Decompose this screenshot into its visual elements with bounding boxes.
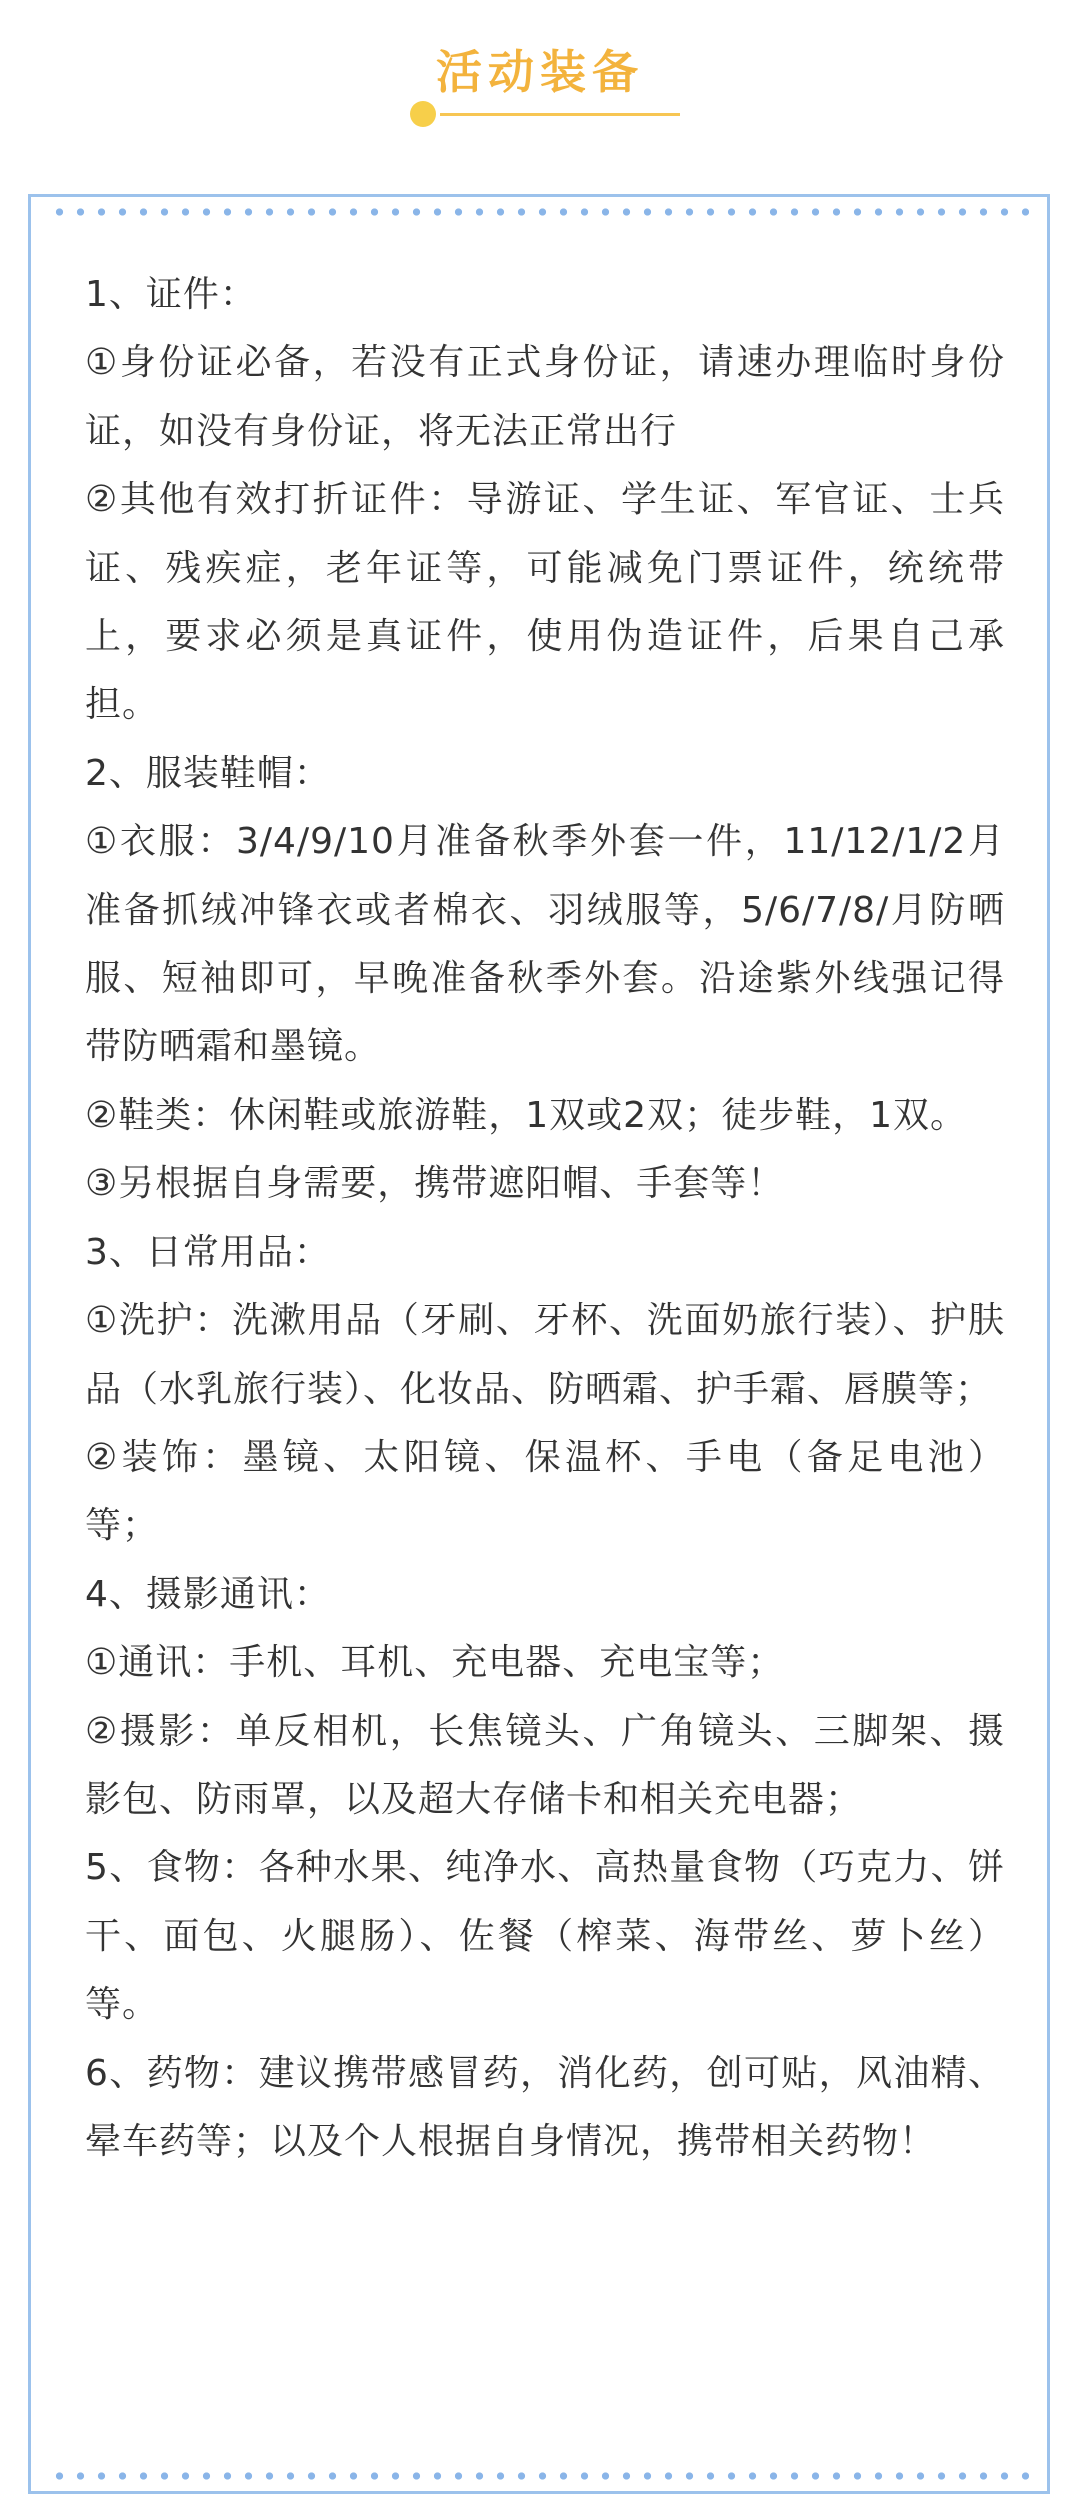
paragraph-clothes: ①衣服：3/4/9/10月准备秋季外套一件，11/12/1/2月准备抓绒冲锋衣或者棉衣、羽绒服等，5/6/7/8/月防晒服、短袖即可，早晚准备秋季外套。沿途紫外线强记得带防晒霜和墨镜。 (85, 821, 1005, 1068)
section-header (0, 40, 1080, 140)
paragraph-hats-gloves: ③另根据自身需要，携带遮阳帽、手套等！ (85, 1163, 785, 1205)
paragraph-medicine: 6、药物：建议携带感冒药，消化药，创可贴，风油精、晕车药等；以及个人根据自身情况，携带相关药物！ (85, 2052, 1005, 2162)
title-dot-decoration (410, 101, 436, 127)
paragraph-id-card: ①身份证必备，若没有正式身份证，请速办理临时身份证，如没有身份证，将无法正常出行 (85, 342, 1005, 452)
bottom-dotted-border (49, 2472, 1029, 2480)
paragraph-accessories: ②装饰：墨镜、太阳镜、保温杯、手电（备足电池）等； (85, 1436, 1005, 1547)
section-title: 活动装备 (436, 45, 644, 99)
paragraph-id-heading: 1、证件： (85, 274, 257, 315)
paragraph-communication: ①通讯：手机、耳机、充电器、充电宝等； (85, 1642, 785, 1684)
paragraph-clothing-heading: 2、服装鞋帽： (85, 752, 331, 794)
paragraph-photography: ②摄影：单反相机，长焦镜头、广角镜头、三脚架、摄影包、防雨罩，以及超大存储卡和相关充电器； (85, 1710, 1005, 1820)
content-card (28, 194, 1050, 2494)
paragraph-food: 5、食物：各种水果、纯净水、高热量食物（巧克力、饼干、面包、火腿肠）、佐餐（榨菜、海带丝、萝卜丝）等。 (85, 1847, 1005, 2026)
equipment-list (85, 261, 1005, 2176)
paragraph-shoes: ②鞋类：休闲鞋或旅游鞋，1双或2双；徒步鞋，1双。 (85, 1094, 967, 1136)
paragraph-discount-id: ②其他有效打折证件：导游证、学生证、军官证、士兵证、残疾症，老年证等，可能减免门票证件，统统带上，要求必须是真证件，使用伪造证件，后果自己承担。 (85, 479, 1005, 726)
paragraph-daily-heading: 3、日常用品： (85, 1231, 331, 1273)
top-dotted-border (49, 208, 1029, 216)
paragraph-toiletries: ①洗护：洗漱用品（牙刷、牙杯、洗面奶旅行装）、护肤品（水乳旅行装）、化妆品、防晒霜、护手霜、唇膜等； (85, 1300, 1005, 1410)
paragraph-photo-comm-heading: 4、摄影通讯： (85, 1573, 331, 1615)
title-underline (440, 113, 680, 116)
